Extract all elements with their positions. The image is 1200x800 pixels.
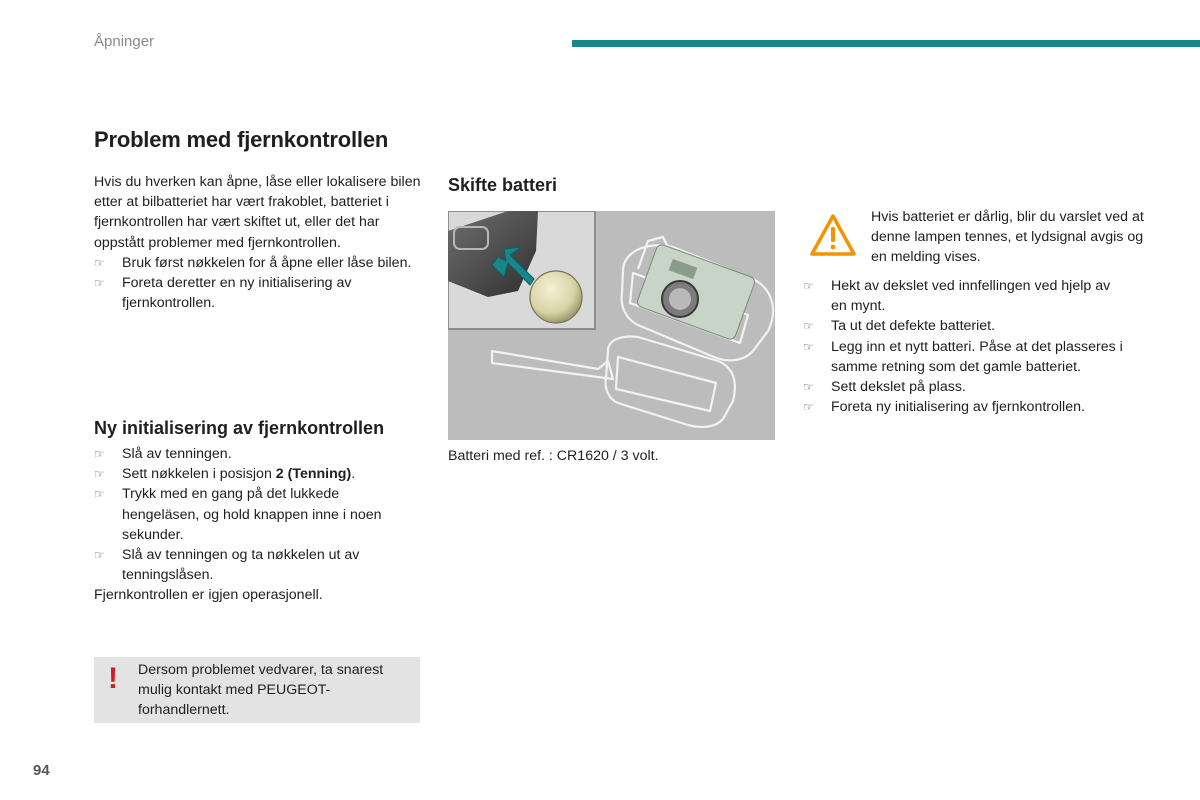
list-item: ☞ Trykk med en gang på det lukkede hengeläsen, og hold knappen inne i noen sekunder.: [94, 486, 382, 543]
battery-heading: Skifte batteri: [448, 175, 558, 195]
list-item: ☞ Bruk først nøkkelen for å åpne eller låse bilen.: [94, 253, 424, 273]
key-fob-drawing: [448, 211, 775, 440]
intro-text: Hvis du hverken kan åpne, låse eller lokalisere bilen etter at bilbatteriet har vært frakoblet, batteriet i fjernkontrollen har vært skiftet ut, eller det har oppstått problemer med fjernkontrollen.: [94, 174, 421, 251]
page-title: Problem med fjernkontrollen: [94, 127, 389, 152]
warning-text: Dersom problemet vedvarer, ta snarest mulig kontakt med PEUGEOT-forhandlernett.: [138, 662, 384, 719]
page-number: 94: [33, 762, 50, 779]
pointing-hand-icon: ☞: [94, 276, 105, 291]
pointing-hand-icon: ☞: [803, 400, 814, 415]
pointing-hand-icon: ☞: [94, 487, 105, 502]
pointing-hand-icon: ☞: [94, 467, 105, 482]
pointing-hand-icon: ☞: [94, 255, 105, 270]
reinit-section: [94, 418, 414, 606]
warning-lamp-note: Hvis batteriet er dårlig, blir du varslet ved at denne lampen tennes, et lydsignal avgis og en melding vises.: [871, 209, 1144, 266]
header-accent-bar: [572, 40, 1200, 47]
list-item: ☞ Foreta deretter en ny initialisering av fjernkontrollen.: [94, 275, 352, 312]
intro-bullets: [94, 253, 424, 314]
list-item: ☞ Sett dekslet på plass.: [803, 377, 1123, 397]
pointing-hand-icon: ☞: [803, 339, 814, 354]
battery-illustration: [448, 211, 775, 440]
pointing-hand-icon: ☞: [94, 447, 105, 461]
section-name: Åpninger: [94, 33, 155, 50]
warning-triangle-icon: [810, 213, 856, 257]
list-item: ☞ Legg inn et nytt batteri. Påse at det plasseres i samme retning som det gamle batteriet.: [803, 338, 1123, 375]
reinit-result: Fjernkontrollen er igjen operasjonell.: [94, 587, 323, 604]
list-item: ☞ Foreta ny initialisering av fjernkontrollen.: [803, 397, 1123, 417]
list-item: ☞ Slå av tenningen.: [94, 444, 414, 464]
pointing-hand-icon: ☞: [94, 548, 105, 563]
list-item: ☞ Ta ut det defekte batteriet.: [803, 316, 1123, 336]
battery-caption: Batteri med ref. : CR1620 / 3 volt.: [448, 448, 659, 464]
pointing-hand-icon: ☞: [803, 279, 814, 293]
reinit-bullets: [94, 444, 414, 585]
exclamation-icon: !: [108, 662, 118, 695]
battery-steps: [803, 276, 1123, 417]
list-item: ☞ Sett nøkkelen i posisjon 2 (Tenning).: [94, 464, 414, 484]
intro-section: [94, 172, 424, 313]
pointing-hand-icon: ☞: [803, 319, 814, 334]
list-item: ☞ Slå av tenningen og ta nøkkelen ut av tenningslåsen.: [94, 547, 360, 584]
pointing-hand-icon: ☞: [803, 380, 814, 395]
list-item: ☞ Hekt av dekslet ved innfellingen ved hjelp av en mynt.: [803, 278, 1111, 315]
reinit-heading: Ny initialisering av fjernkontrollen: [94, 418, 385, 438]
steps-list: [803, 276, 1123, 417]
warning-box: [94, 657, 420, 723]
